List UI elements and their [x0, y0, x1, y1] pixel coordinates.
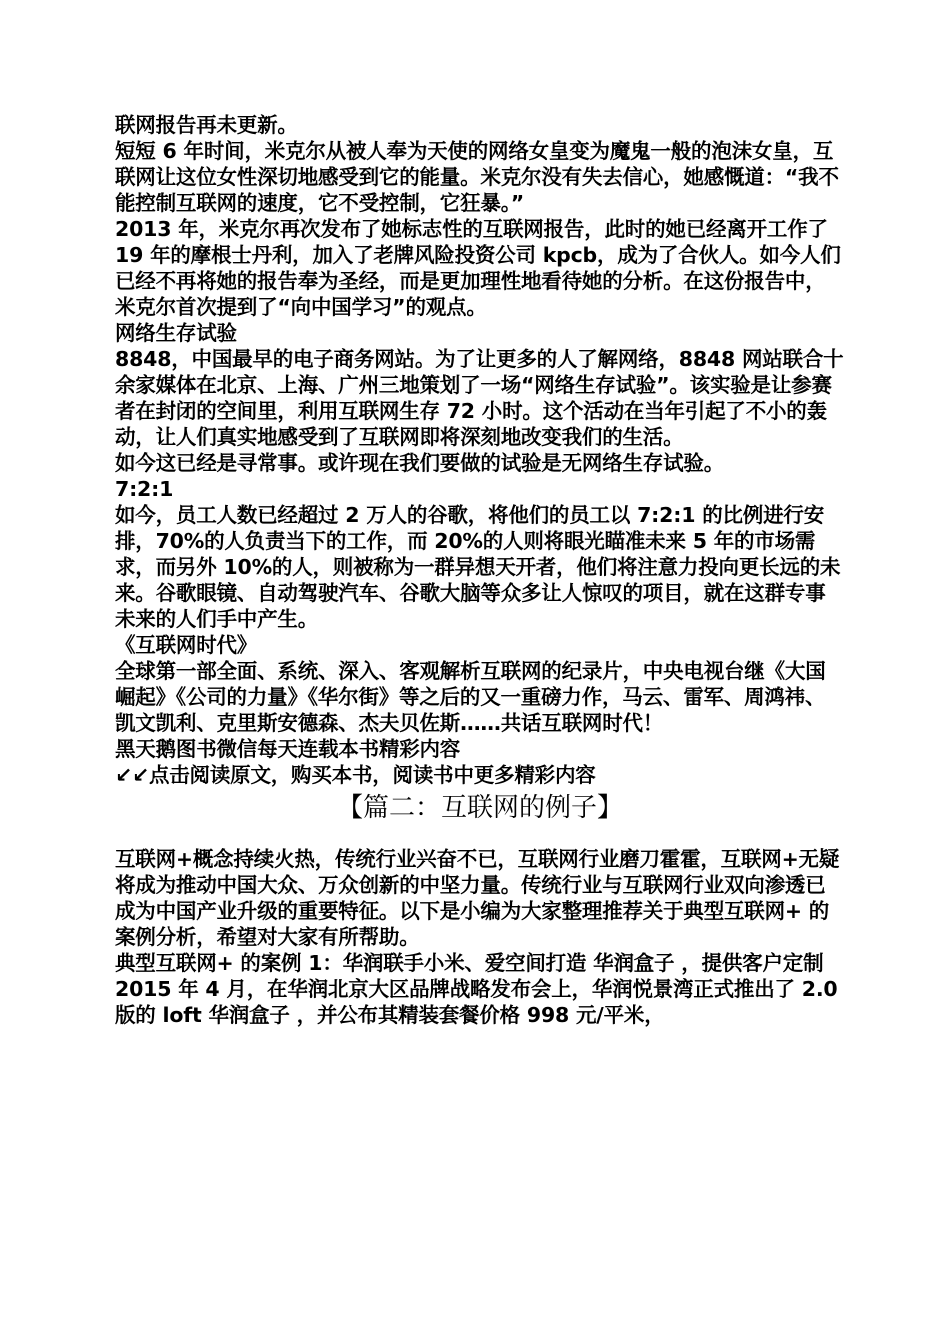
document-page [115, 112, 845, 1028]
paragraph: ↙↙点击阅读原文，购买本书，阅读书中更多精彩内容 [115, 763, 596, 787]
paragraph: 如今，员工人数已经超过 2 万人的谷歌，将他们的员工以 7:2:1 的比例进行安排，70%的人负责当下的工作，而 20%的人则将眼光瞄准未来 5 年的市场需求，而另外 10%的人，则被称为一群异想天开者，他们将注意力投向更长远的未来。谷歌眼镜、自动驾驶汽车、谷歌大脑等众多让人惊叹的项目，就在这群专事未来的人们手中产生。 [115, 503, 841, 631]
paragraph: 短短 6 年时间，米克尔从被人奉为天使的网络女皇变为魔鬼一般的泡沫女皇，互联网让这位女性深切地感受到它的能量。米克尔没有失去信心，她感慨道：“我不能控制互联网的速度，它不受控制，它狂暴。” [115, 139, 839, 215]
subheading: 7:2:1 [115, 477, 174, 501]
paragraph: 全球第一部全面、系统、深入、客观解析互联网的纪录片，中央电视台继《大国崛起》《公司的力量》《华尔街》等之后的又一重磅力作，马云、雷军、周鸿祎、凯文凯利、克里斯安德森、杰夫贝佐斯……共话互联网时代！ [115, 659, 826, 735]
subheading: 《互联网时代》 [115, 633, 258, 657]
paragraph: 如今这已经是寻常事。或许现在我们要做的试验是无网络生存试验。 [115, 451, 724, 475]
paragraph: 8848，中国最早的电子商务网站。为了让更多的人了解网络，8848 网站联合十余家媒体在北京、上海、广州三地策划了一场“网络生存试验”。该实验是让参赛者在封闭的空间里，利用互联网生存 72 小时。这个活动在当年引起了不小的轰动，让人们真实地感受到了互联网即将深刻地改变我们的生活。 [115, 347, 844, 449]
subheading: 典型互联网+ 的案例 1：华润联手小米、爱空间打造 华润盒子 ，提供客户定制 [115, 951, 824, 975]
paragraph: 2013 年，米克尔再次发布了她标志性的互联网报告，此时的她已经离开工作了 19 年的摩根士丹利，加入了老牌风险投资公司 kpcb，成为了合伙人。如今人们已经不再将她的报告奉为圣经，而是更加理性地看待她的分析。在这份报告中，米克尔首次提到了“向中国学习”的观点。 [115, 217, 841, 319]
paragraph: 互联网+概念持续火热，传统行业兴奋不已，互联网行业磨刀霍霍，互联网+无疑将成为推动中国大众、万众创新的中坚力量。传统行业与互联网行业双向渗透已成为中国产业升级的重要特征。以下是小编为大家整理推荐关于典型互联网+ 的案例分析，希望对大家有所帮助。 [115, 847, 840, 949]
paragraph: 黑天鹅图书微信每天连载本书精彩内容 [115, 737, 461, 761]
paragraph: 2015 年 4 月，在华润北京大区品牌战略发布会上，华润悦景湾正式推出了 2.0 版的 loft 华润盒子 ，并公布其精装套餐价格 998 元/平米， [115, 977, 838, 1027]
section-title: 【篇二：互联网的例子】 [336, 793, 623, 823]
subheading: 网络生存试验 [115, 321, 237, 345]
paragraph: 联网报告再未更新。 [115, 113, 298, 137]
